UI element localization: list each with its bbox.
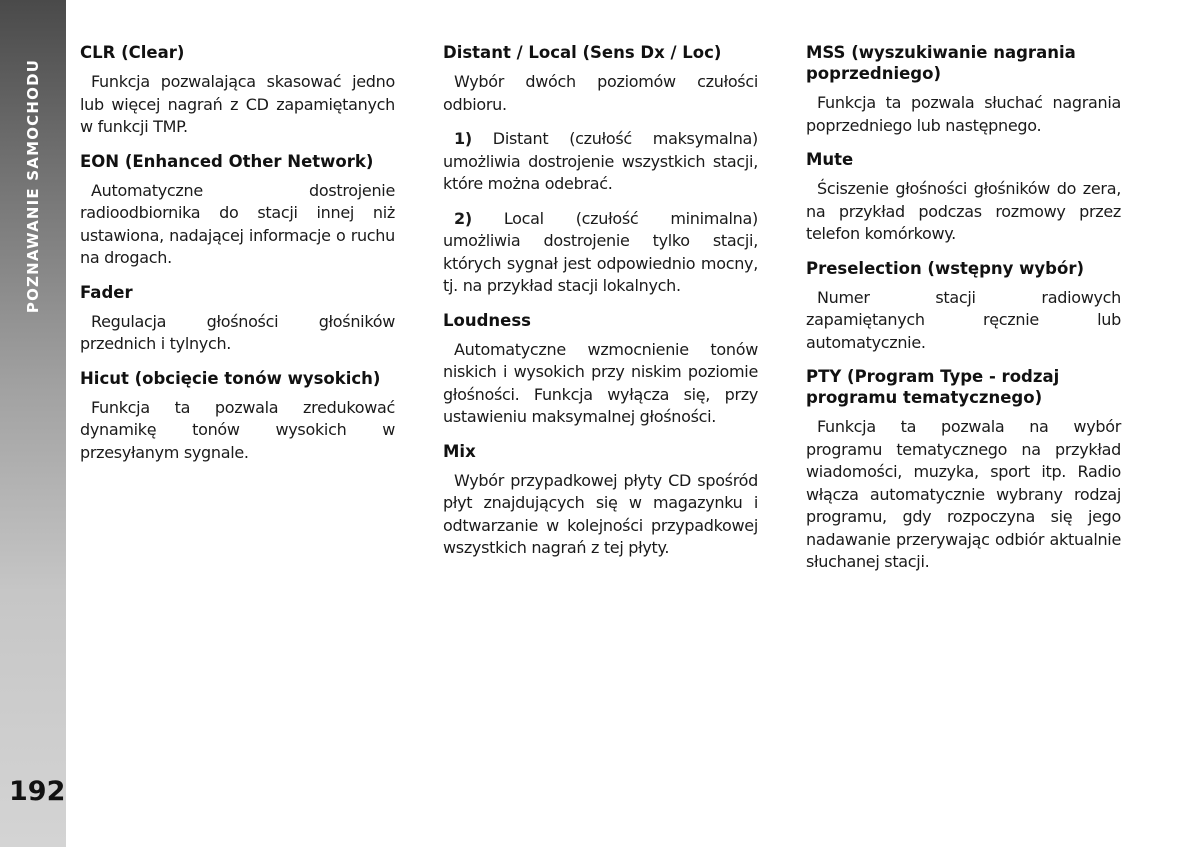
- entry-title: EON (Enhanced Other Network): [80, 151, 374, 171]
- entry-text: Funkcja ta pozwala na wybór programu tematycznego na przykład wiadomości, muzyka, sport itp. Radio włącza automatycznie wybrany rodzaj programu, gdy rozpoczyna się jego nadawanie przerywając odbiór aktualnie słuchanej stacji.: [806, 417, 1121, 571]
- glossary-entry: [80, 282, 395, 356]
- list-number: 1): [454, 129, 472, 148]
- entry-title: Preselection (wstępny wybór): [806, 258, 1084, 278]
- entry-title: MSS (wyszukiwanie nagrania poprzedniego): [806, 43, 1076, 83]
- entry-description: [443, 339, 758, 429]
- entry-description: [806, 416, 1121, 574]
- entry-text: Regulacja głośności głośników przednich i tylnych.: [80, 311, 395, 353]
- entry-description: [443, 208, 758, 298]
- entry-description: [806, 178, 1121, 246]
- entry-text: Automatyczne dostrojenie radioodbiornika do stacji innej niż ustawiona, nadającej informacje o ruchu na drogach.: [80, 180, 395, 267]
- entry-description: [443, 71, 758, 116]
- entry-text: Automatyczne wzmocnienie tonów niskich i wysokich przy niskim poziomie głośności. Funkcja wyłącza się, przy ustawieniu maksymalnej głośności.: [443, 339, 758, 426]
- entry-title: Distant / Local (Sens Dx / Loc): [443, 43, 722, 62]
- glossary-entry: [806, 258, 1121, 355]
- glossary-entry: [80, 151, 395, 270]
- entry-title: Mute: [806, 150, 854, 169]
- glossary-entry: [806, 42, 1121, 137]
- glossary-entry: [806, 149, 1121, 246]
- list-number: 2): [454, 208, 472, 228]
- glossary-entry: [80, 368, 395, 465]
- glossary-entry: [443, 42, 758, 298]
- entry-text: Wybór przypadkowej płyty CD spośród płyt znajdujących się w magazynku i odtwarzanie w kolejności przypadkowej wszystkich nagrań z tej płyty.: [443, 470, 758, 557]
- entry-text: Funkcja ta pozwala słuchać nagrania poprzedniego lub następnego.: [806, 93, 1121, 135]
- column-3: [806, 42, 1121, 586]
- glossary-entry: [80, 42, 395, 139]
- entry-description: [443, 470, 758, 560]
- entry-description: [806, 92, 1121, 137]
- glossary-entry: [443, 441, 758, 560]
- page-number: 192: [9, 776, 66, 807]
- entry-description: [80, 180, 395, 270]
- entry-text: Local (czułość minimalna) umożliwia dostrojenie tylko stacji, których sygnał jest odpowiednio mocny, tj. na przykład stacji lokalnych.: [443, 208, 758, 295]
- entry-text: Wybór dwóch poziomów czułości odbioru.: [443, 72, 758, 114]
- entry-text: Distant (czułość maksymalna) umożliwia dostrojenie wszystkich stacji, które można odebrać.: [443, 129, 758, 193]
- entry-text: Numer stacji radiowych zapamiętanych ręcznie lub automatycznie.: [806, 287, 1121, 352]
- entry-description: [80, 71, 395, 139]
- entry-title: Fader: [80, 282, 133, 302]
- entry-text: Ściszenie głośności głośników do zera, na przykład podczas rozmowy przez telefon komórkowy.: [806, 179, 1121, 243]
- entry-description: [443, 128, 758, 196]
- entry-title: CLR (Clear): [80, 43, 185, 62]
- sidebar-band: [0, 0, 66, 847]
- glossary-entry: [443, 310, 758, 429]
- glossary-entry: [806, 366, 1121, 574]
- entry-text: Funkcja pozwalająca skasować jedno lub więcej nagrań z CD zapamiętanych w funkcji TMP.: [80, 72, 395, 136]
- entry-description: [806, 287, 1121, 355]
- entry-description: [80, 311, 395, 356]
- entry-title: PTY (Program Type - rodzaj programu tematycznego): [806, 367, 1060, 407]
- entry-text: Funkcja ta pozwala zredukować dynamikę tonów wysokich w przesyłanym sygnale.: [80, 397, 395, 462]
- section-label: POZNAWANIE SAMOCHODU: [24, 58, 42, 314]
- entry-description: [80, 397, 395, 465]
- entry-title: Loudness: [443, 310, 531, 330]
- column-2: [443, 42, 758, 572]
- entry-title: Hicut (obcięcie tonów wysokich): [80, 368, 381, 388]
- entry-title: Mix: [443, 441, 476, 461]
- column-1: [80, 42, 395, 476]
